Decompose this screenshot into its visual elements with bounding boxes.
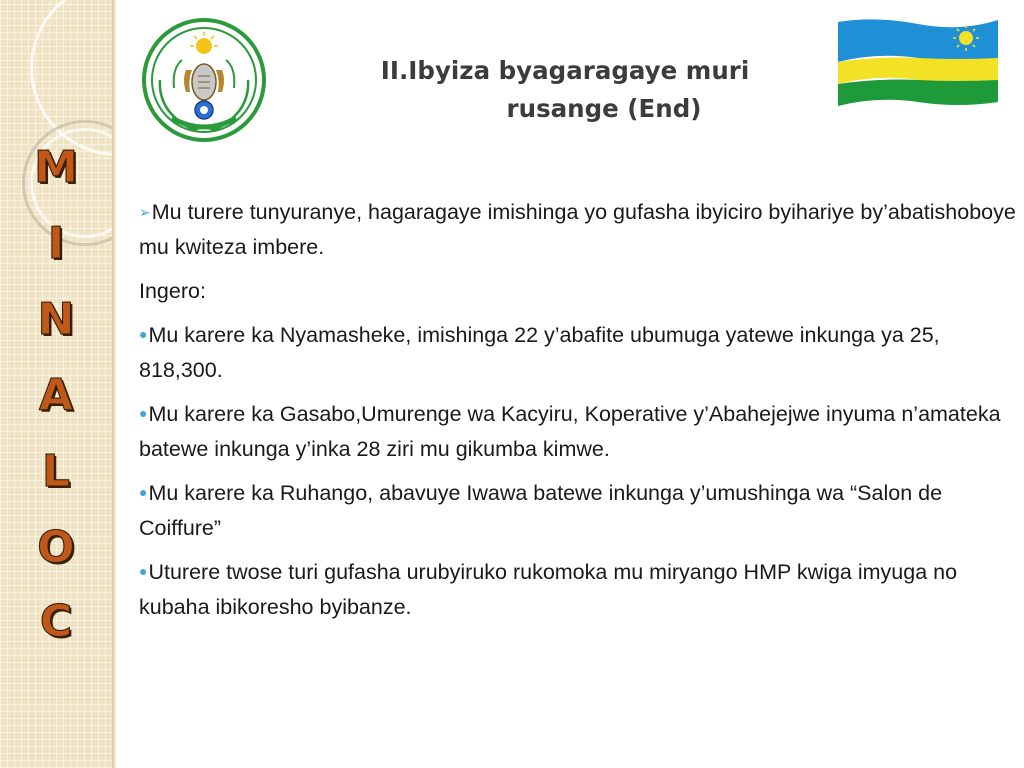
rwanda-flag xyxy=(836,16,1000,108)
slide-body xyxy=(139,196,1017,635)
list-item xyxy=(139,556,1017,624)
bullet-icon: ● xyxy=(139,405,148,421)
sidebar-letter: L xyxy=(41,446,71,497)
bullet-icon: ● xyxy=(139,484,148,500)
rwanda-coat-of-arms xyxy=(142,18,266,142)
slide-title-line1: II.Ibyiza byagaragaye muri xyxy=(380,56,750,85)
sidebar-letter: I xyxy=(47,218,65,269)
bullet-icon: ● xyxy=(139,326,148,342)
list-item-text: Mu karere ka Nyamasheke, imishinga 22 y’abafite ubumuga yatewe inkunga ya 25, 818,300. xyxy=(139,323,940,382)
list-item-text: Uturere twose turi gufasha urubyiruko rukomoka mu miryango HMP kwiga imyuga no kubaha ibikoresho byibanze. xyxy=(139,560,958,619)
intro-paragraph xyxy=(139,196,1017,264)
slide-title-line2: rusange (End) xyxy=(506,94,702,123)
bullet-icon: ● xyxy=(139,563,148,579)
list-item-text: Mu karere ka Gasabo,Umurenge wa Kacyiru, Koperative y’Abahejejwe inyuma n’amateka batewe inkunga y’inka 28 ziri mu gikumba kimwe. xyxy=(139,402,1001,461)
example-label: Ingero: xyxy=(139,279,206,303)
intro-text: Mu turere tunyuranye, hagaragaye imishinga yo gufasha ibyiciro byihariye by’abatishoboye mu kwiteza imbere. xyxy=(139,200,1016,259)
sidebar-letter: M xyxy=(34,142,78,193)
list-item-text: Mu karere ka Ruhango, abavuye Iwawa batewe inkunga y’umushinga wa “Salon de Coiffure” xyxy=(139,481,943,540)
sidebar-letter: N xyxy=(37,294,75,345)
list-item xyxy=(139,319,1017,387)
sidebar-letter: C xyxy=(39,596,73,647)
list-item xyxy=(139,477,1017,545)
sidebar-panel xyxy=(0,0,112,768)
list-item xyxy=(139,398,1017,466)
sidebar-edge xyxy=(112,0,116,768)
sidebar-letter: O xyxy=(37,522,75,573)
arrow-bullet-icon: ➢ xyxy=(139,204,151,220)
sidebar-letter: A xyxy=(38,370,74,421)
slide-title xyxy=(330,52,800,128)
